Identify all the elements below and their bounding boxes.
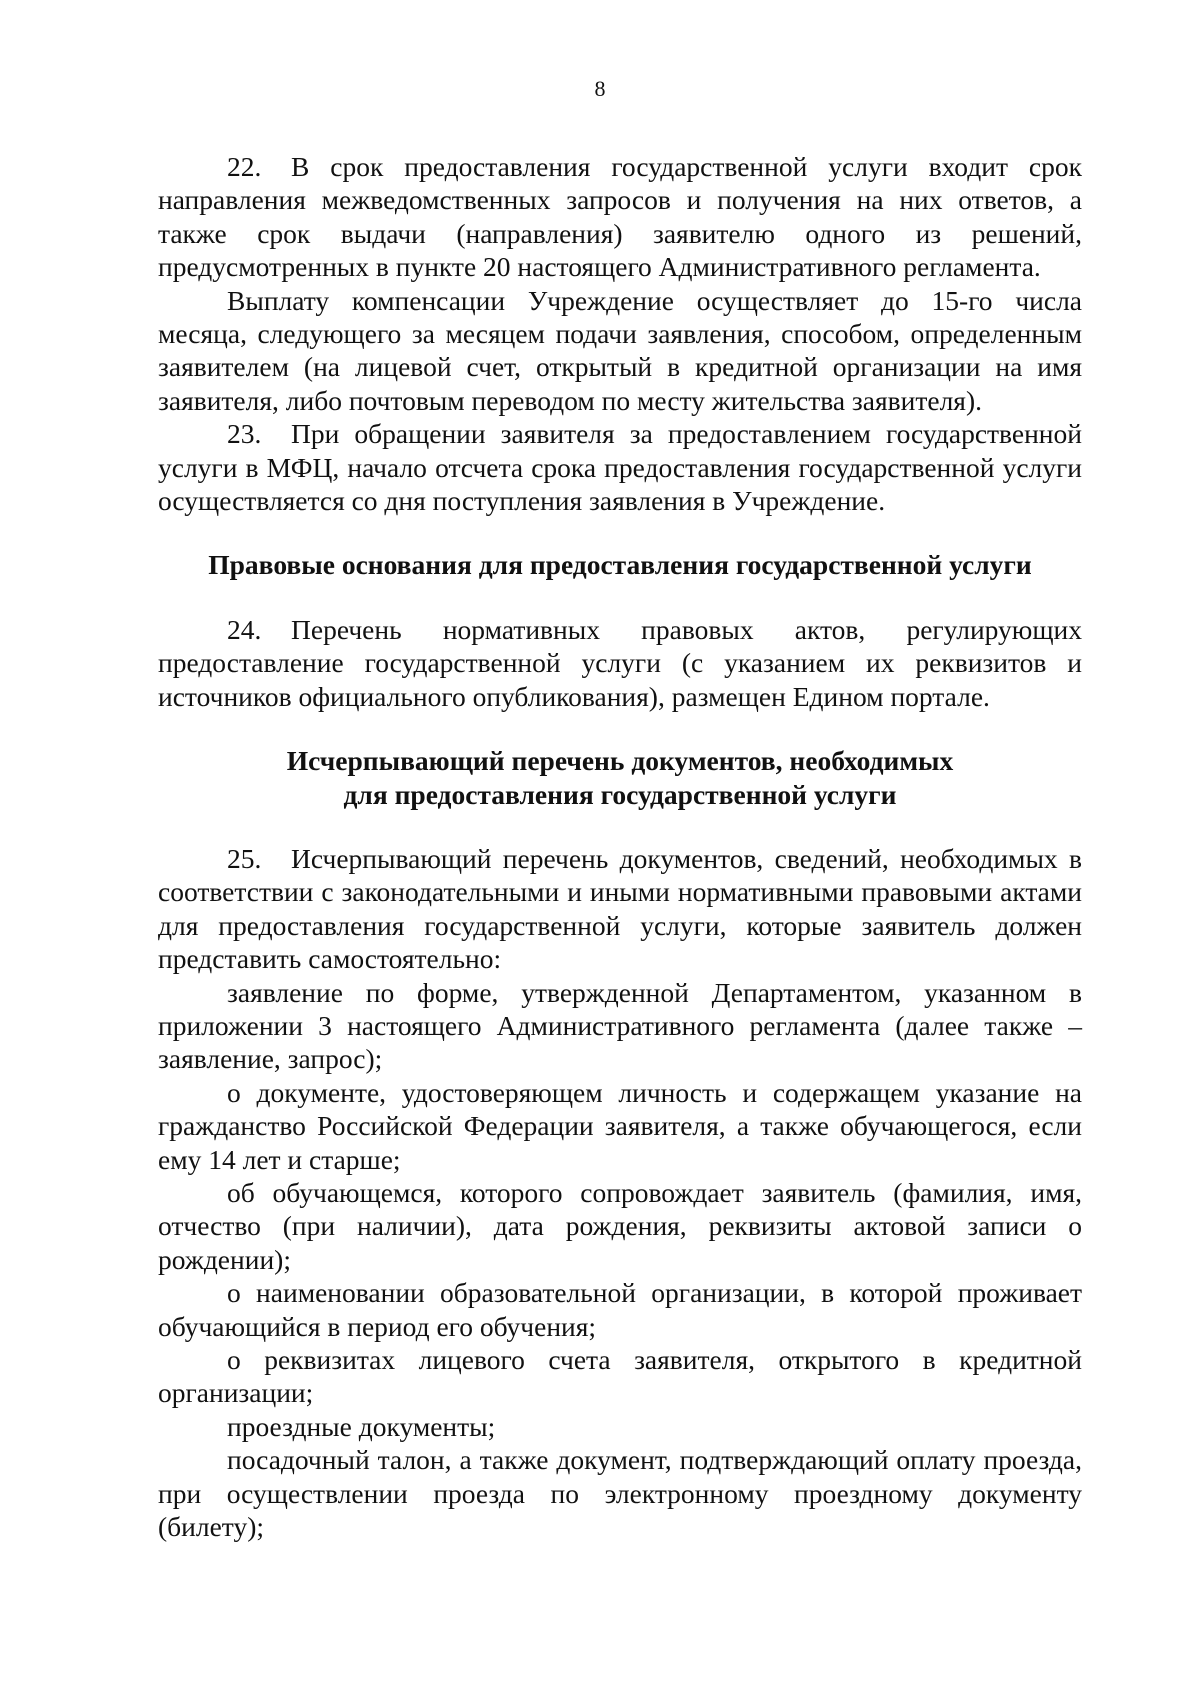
paragraph-text: заявление по форме, утвержденной Департаментом, указанном в приложении 3 настоящего Административного регламента (далее также – заявление, запрос); bbox=[158, 976, 1082, 1075]
paragraph bbox=[158, 1276, 1082, 1343]
paragraph-text: посадочный талон, а также документ, подтверждающий оплату проезда, при осуществлении проезда по электронному проездному документу (билету); bbox=[158, 1444, 1082, 1543]
paragraph-text: проездные документы; bbox=[227, 1410, 496, 1442]
paragraph-text: Исчерпывающий перечень документов, сведений, необходимых в соответствии с законодательными и иными нормативными правовыми актами для предоставления государственной услуги, которые заявитель должен представить самостоятельно: bbox=[158, 842, 1082, 975]
paragraph bbox=[158, 417, 1082, 517]
paragraph bbox=[158, 613, 1082, 713]
section-documents bbox=[158, 842, 1082, 1544]
paragraph bbox=[158, 150, 1082, 284]
section-legal-basis bbox=[158, 613, 1082, 713]
paragraph-text: о наименовании образовательной организации, в которой проживает обучающийся в период его обучения; bbox=[158, 1277, 1082, 1342]
paragraph-text: В срок предоставления государственной услуги входит срок направления межведомственных запросов и получения на них ответов, а также срок выдачи (направления) заявителю одного из решений, предусмотренных в пункте 20 настоящего Административного регламента. bbox=[158, 151, 1082, 283]
paragraph bbox=[158, 976, 1082, 1076]
paragraph bbox=[158, 1343, 1082, 1410]
paragraph-number: 24. bbox=[227, 613, 262, 645]
paragraph bbox=[158, 1443, 1082, 1543]
section-terms bbox=[158, 150, 1082, 517]
paragraph-number: 23. bbox=[227, 418, 262, 450]
heading-documents-list bbox=[158, 744, 1082, 811]
paragraph-text: о документе, удостоверяющем личность и содержащем указание на гражданство Российской Федерации заявителя, а также обучающегося, если ему 14 лет и старше; bbox=[158, 1076, 1082, 1175]
paragraph-number: 22. bbox=[227, 151, 262, 182]
page-number: 8 bbox=[594, 76, 606, 101]
document-body bbox=[158, 150, 1082, 1543]
heading-legal-basis: Правовые основания для предоставления государственной услуги bbox=[208, 549, 1032, 581]
paragraph bbox=[158, 1176, 1082, 1276]
paragraph-text: об обучающемся, которого сопровождает заявитель (фамилия, имя, отчество (при наличии), дата рождения, реквизиты актовой записи о рождении); bbox=[158, 1176, 1082, 1275]
paragraph bbox=[158, 284, 1082, 418]
paragraph bbox=[158, 1076, 1082, 1176]
paragraph-text: Выплату компенсации Учреждение осуществляет до 15-го числа месяца, следующего за месяцем подачи заявления, способом, определенным заявителем (на лицевой счет, открытый в кредитной организации на имя заявителя, либо почтовым переводом по месту жительства заявителя). bbox=[158, 284, 1082, 416]
paragraph bbox=[158, 1410, 1082, 1443]
paragraph-text: Перечень нормативных правовых актов, регулирующих предоставление государственной услуги (с указанием их реквизитов и источников официального опубликования), размещен Едином портале. bbox=[158, 613, 1082, 712]
paragraph-number: 25. bbox=[227, 842, 262, 874]
paragraph bbox=[158, 842, 1082, 976]
paragraph-text: При обращении заявителя за предоставлением государственной услуги в МФЦ, начало отсчета срока предоставления государственной услуги осуществляется со дня поступления заявления в Учреждение. bbox=[158, 418, 1082, 517]
heading-documents-line1: Исчерпывающий перечень документов, необходимых bbox=[286, 745, 954, 777]
paragraph-text: о реквизитах лицевого счета заявителя, открытого в кредитной организации; bbox=[158, 1344, 1082, 1409]
heading-documents-line2: для предоставления государственной услуги bbox=[343, 778, 897, 810]
